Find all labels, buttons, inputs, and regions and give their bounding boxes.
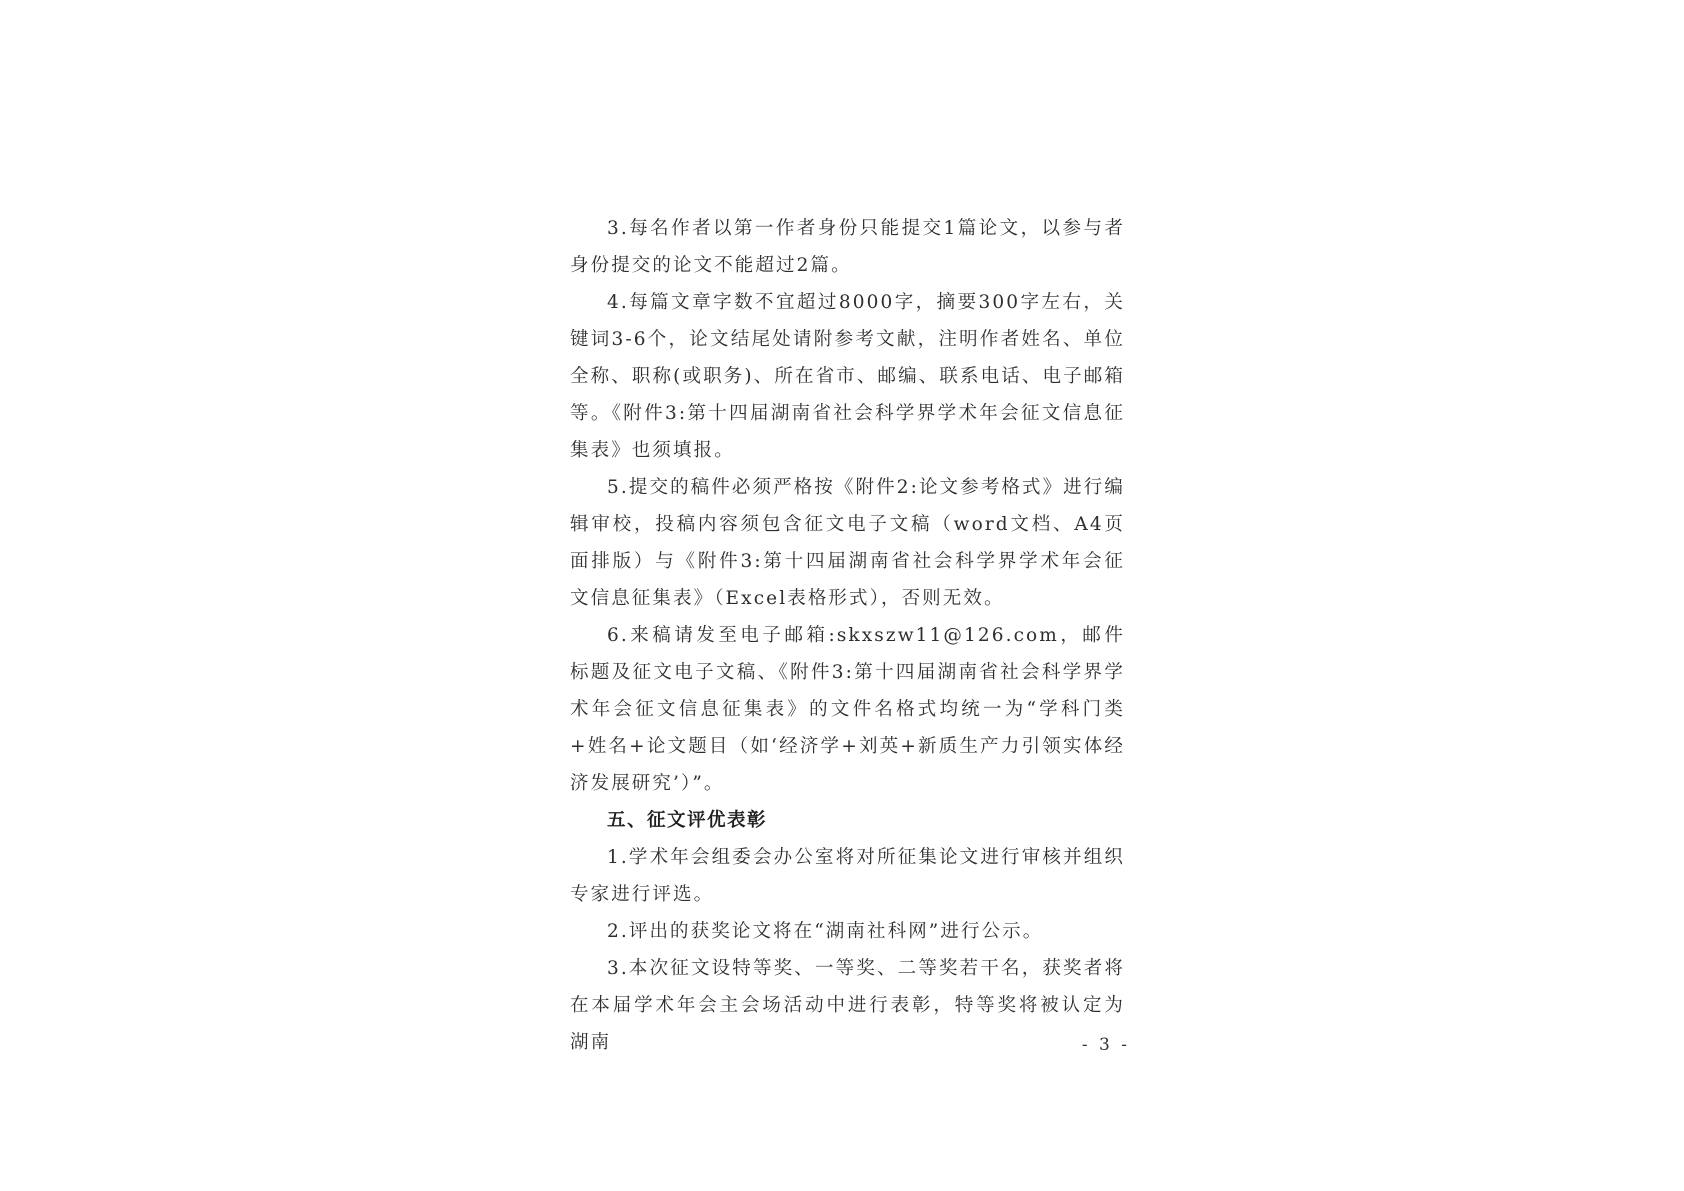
paragraph-award-3: 3.本次征文设特等奖、一等奖、二等奖若干名，获奖者将在本届学术年会主会场活动中进行表彰，特等奖将被认定为湖南 <box>570 958 1125 1053</box>
paragraph-item-5: 5.提交的稿件必须严格按《附件2:论文参考格式》进行编辑审校，投稿内容须包含征文电子文稿（word文档、A4页面排版）与《附件3:第十四届湖南省社会科学界学术年会征文信息征集表》（Excel表格形式），否则无效。 <box>570 477 1125 609</box>
paragraph-award-1: 1.学术年会组委会办公室将对所征集论文进行审核并组织专家进行评选。 <box>570 847 1125 905</box>
section-heading: 五、征文评优表彰 <box>607 810 768 831</box>
document-body <box>570 210 1125 1061</box>
page-number: - 3 - <box>1081 1035 1130 1055</box>
paragraph-item-4: 4.每篇文章字数不宜超过8000字，摘要300字左右，关键词3-6个，论文结尾处请附参考文献，注明作者姓名、单位全称、职称(或职务)、所在省市、邮编、联系电话、电子邮箱等。《附件3:第十四届湖南省社会科学界学术年会征文信息征集表》也须填报。 <box>570 292 1125 461</box>
paragraph-item-6: 6.来稿请发至电子邮箱:skxszw11@126.com，邮件标题及征文电子文稿、《附件3:第十四届湖南省社会科学界学术年会征文信息征集表》的文件名格式均统一为“学科门类+姓名+论文题目（如‘经济学+刘英+新质生产力引领实体经济发展研究’）”。 <box>570 625 1125 794</box>
paragraph-award-2: 2.评出的获奖论文将在“湖南社科网”进行公示。 <box>607 921 1044 942</box>
paragraph-item-3: 3.每名作者以第一作者身份只能提交1篇论文，以参与者身份提交的论文不能超过2篇。 <box>570 218 1125 276</box>
